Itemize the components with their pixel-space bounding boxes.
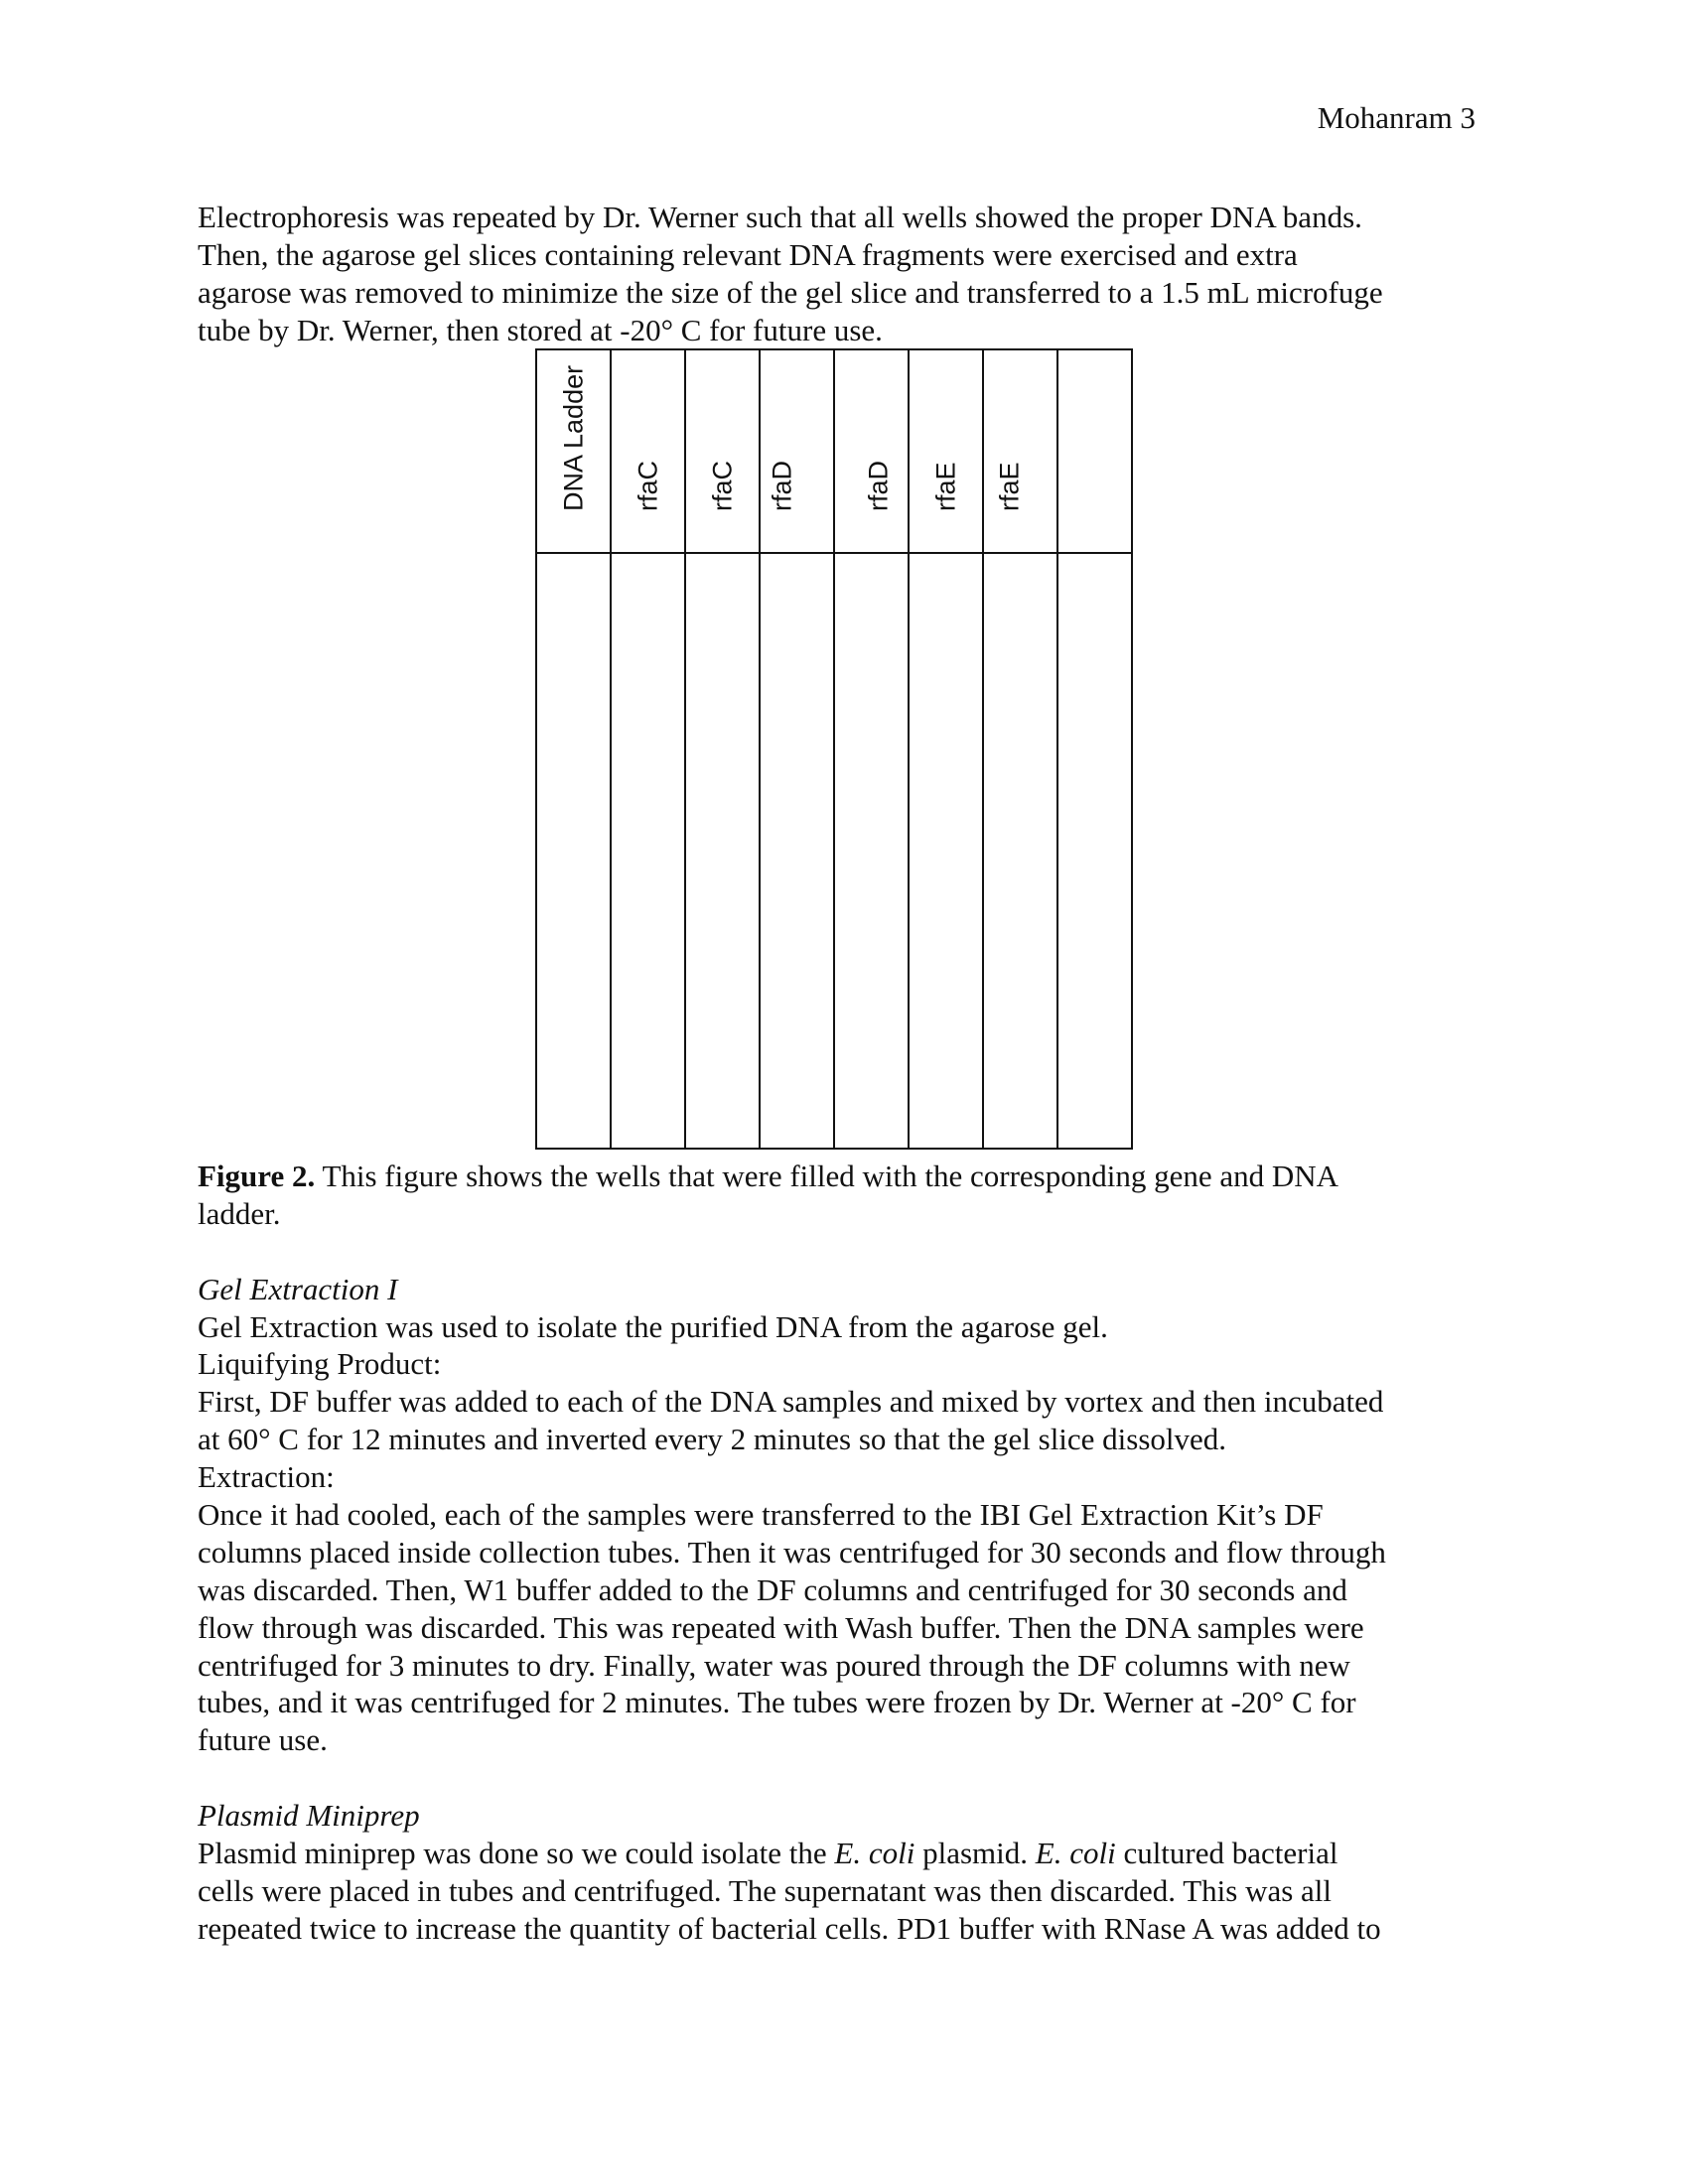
text-line: Liquifying Product: [198,1346,442,1382]
well-label: rfaE [930,462,960,511]
well-lane [611,553,685,1149]
text-line: was discarded. Then, W1 buffer added to the DF columns and centrifuged for 30 seconds and [198,1571,1347,1607]
caption-text: This figure shows the wells that were filled with the corresponding gene and DNA [315,1159,1339,1193]
caption-label: Figure 2. [198,1159,316,1193]
well-label: rfaC [707,460,737,511]
well-header [983,349,1057,553]
well-lane [685,553,760,1149]
text-line: future use. [198,1722,328,1758]
text-line: Then, the agarose gel slices containing relevant DNA fragments were exercised and extra [198,236,1298,272]
text-line: flow through was discarded. This was repeated with Wash buffer. Then the DNA samples were [198,1609,1364,1645]
well-label: rfaC [633,460,662,511]
well-label: rfaD [767,460,797,511]
text-line: tube by Dr. Werner, then stored at -20° C for future use. [198,312,883,347]
well-lane [760,553,834,1149]
well-lane [1057,553,1132,1149]
text-line: Electrophoresis was repeated by Dr. Werner such that all wells showed the proper DNA bands. [198,200,1362,234]
gel-wells-figure [535,348,1133,1150]
text-line: Plasmid miniprep was done so we could isolate the E. coli plasmid. E. coli cultured bacterial [198,1836,1338,1871]
well-header [909,349,983,553]
well-lane [983,553,1057,1149]
text-line: Extraction: [198,1459,335,1495]
section-heading: Gel Extraction I [198,1271,398,1306]
well-header [834,349,909,553]
text-line: at 60° C for 12 minutes and inverted every 2 minutes so that the gel slice dissolved. [198,1422,1227,1457]
well-header [685,349,760,553]
text-line: cells were placed in tubes and centrifuged. The supernatant was then discarded. This was all [198,1872,1333,1908]
running-head: Mohanram 3 [1317,100,1476,135]
text-line: columns placed inside collection tubes. Then it was centrifuged for 30 seconds and flow through [198,1534,1386,1570]
well-lane [536,553,611,1149]
text-line: tubes, and it was centrifuged for 2 minutes. The tubes were frozen by Dr. Werner at -20° C for [198,1685,1356,1720]
text-line: Once it had cooled, each of the samples were transferred to the IBI Gel Extraction Kit’s DF [198,1497,1324,1533]
text-line: First, DF buffer was added to each of the DNA samples and mixed by vortex and then incubated [198,1384,1384,1420]
text-line: Gel Extraction was used to isolate the purified DNA from the agarose gel. [198,1308,1108,1344]
text-line: repeated twice to increase the quantity of bacterial cells. PD1 buffer with RNase A was added to [198,1910,1381,1946]
well-header [1057,349,1132,553]
well-label: rfaE [994,462,1025,511]
well-header [611,349,685,553]
well-header [536,349,611,553]
well-header [760,349,834,553]
body-after-figure [198,1158,1508,1948]
text-line: centrifuged for 3 minutes to dry. Finally, water was poured through the DF columns with new [198,1647,1350,1683]
section-heading: Plasmid Miniprep [198,1798,420,1834]
well-label: DNA Ladder [558,364,588,511]
intro-paragraph [198,199,1508,349]
well-lane [909,553,983,1149]
figure-caption [198,1158,1508,1195]
caption-text: ladder. [198,1195,281,1231]
well-lane [834,553,909,1149]
well-label: rfaD [863,460,894,511]
text-line: agarose was removed to minimize the size of the gel slice and transferred to a 1.5 mL microfuge [198,274,1383,310]
